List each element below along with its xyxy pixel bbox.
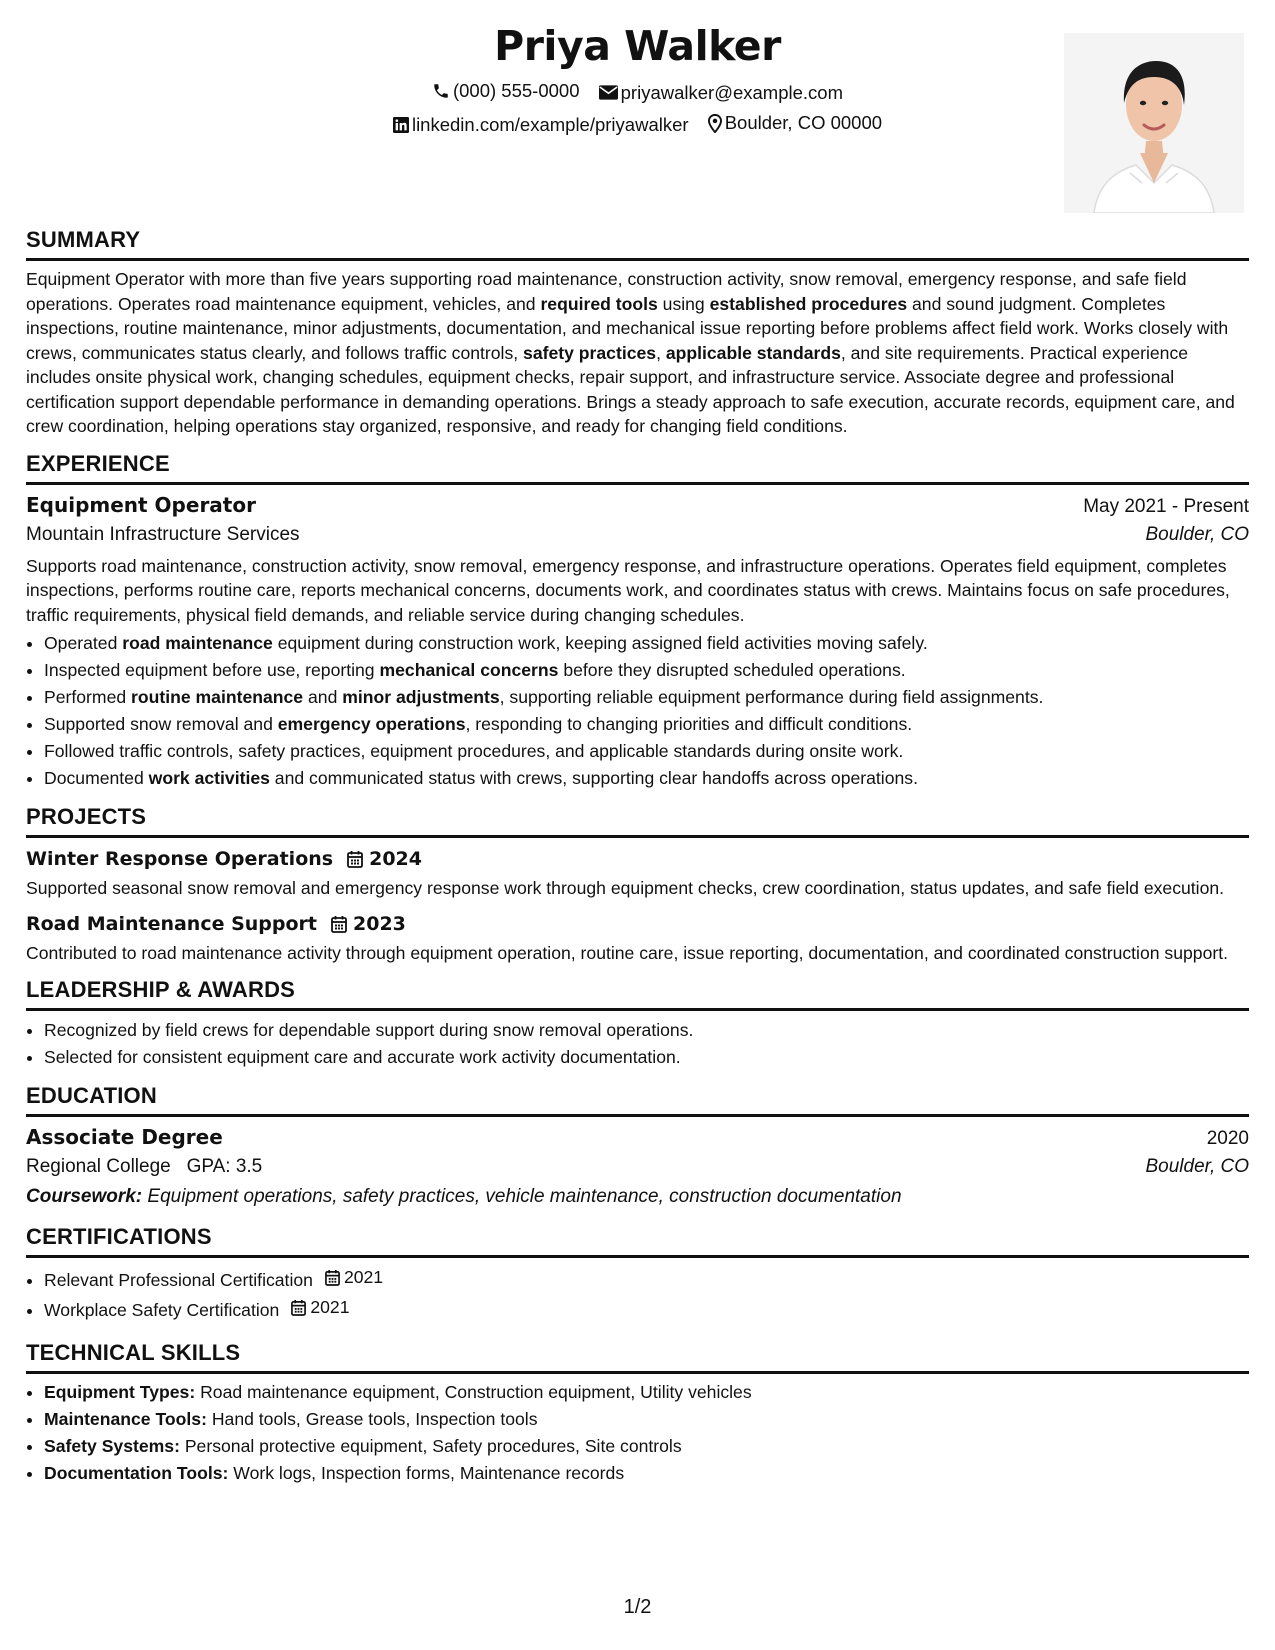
gpa: GPA: 3.5 bbox=[186, 1156, 263, 1177]
list-item bbox=[44, 738, 1249, 765]
summary-bold-part: safety practices bbox=[523, 342, 657, 363]
project-name: Road Maintenance Support bbox=[26, 912, 318, 935]
list-item bbox=[44, 1379, 1249, 1406]
job-bullets bbox=[26, 630, 1249, 792]
project-year: 2023 bbox=[353, 912, 406, 935]
summary-text-part: Equipment Operator with more than five years supporting road maintenance, construction activity, snow removal, emergency response, and safe field operations. Operates road maintenance equipment, vehicles, and bbox=[26, 269, 1187, 314]
bullet-text: , responding to changing priorities and difficult conditions. bbox=[465, 714, 913, 734]
envelope-icon bbox=[599, 85, 618, 100]
list-item bbox=[44, 657, 1249, 684]
job-dates: May 2021 - Present bbox=[1083, 495, 1249, 517]
skill-value: Work logs, Inspection forms, Maintenance records bbox=[228, 1463, 625, 1483]
bullet-text: , supporting reliable equipment performance during field assignments. bbox=[499, 687, 1044, 707]
skills-section bbox=[26, 1340, 1249, 1487]
phone-icon bbox=[432, 82, 450, 100]
summary-bold-part: applicable standards bbox=[665, 342, 841, 363]
bullet-text: and bbox=[303, 687, 343, 707]
list-item: • Selected for consistent equipment care and accurate work activity documentation. bbox=[44, 1044, 1249, 1071]
leadership-section bbox=[26, 977, 1249, 1071]
calendar-icon bbox=[347, 850, 363, 868]
skill-label: Documentation Tools: bbox=[44, 1463, 229, 1483]
certifications-title: CERTIFICATIONS bbox=[26, 1224, 1249, 1258]
leadership-list bbox=[26, 1017, 1249, 1071]
calendar-icon bbox=[325, 1269, 340, 1286]
experience-role-row bbox=[26, 493, 1249, 518]
job-location: Boulder, CO bbox=[1145, 523, 1249, 545]
certifications-section bbox=[26, 1224, 1249, 1324]
bullet-bold: work activities bbox=[148, 768, 270, 788]
certification-name: Relevant Professional Certification bbox=[44, 1270, 313, 1290]
graduation-year: 2020 bbox=[1206, 1128, 1249, 1149]
experience-title: EXPERIENCE bbox=[26, 451, 1249, 485]
summary-bold-part: required tools bbox=[540, 293, 658, 314]
certifications-list bbox=[26, 1264, 1249, 1324]
project-name: Winter Response Operations bbox=[26, 848, 334, 870]
list-item bbox=[44, 1264, 1249, 1294]
profile-portrait bbox=[1064, 33, 1244, 213]
resume-page bbox=[26, 0, 1249, 1650]
list-item: • Recognized by field crews for dependable support during snow removal operations. bbox=[44, 1017, 1249, 1044]
skills-title: TECHNICAL SKILLS bbox=[26, 1340, 1249, 1374]
skill-label: Safety Systems: bbox=[44, 1436, 180, 1456]
education-title: EDUCATION bbox=[26, 1083, 1249, 1117]
list-item bbox=[44, 1294, 1249, 1324]
bullet-text: Documented bbox=[44, 768, 149, 788]
education-degree-row bbox=[26, 1125, 1249, 1150]
list-item bbox=[44, 765, 1249, 792]
bullet-bold: routine maintenance bbox=[131, 687, 304, 707]
bullet-text: Followed traffic controls, safety practices, equipment procedures, and applicable standards during onsite work. bbox=[44, 741, 904, 761]
skill-label: Maintenance Tools: bbox=[44, 1409, 207, 1429]
certification-name: Workplace Safety Certification bbox=[44, 1300, 280, 1320]
summary-text-part: , bbox=[656, 342, 666, 363]
linkedin-text: linkedin.com/example/priyawalker bbox=[411, 113, 689, 135]
bullet-text: before they disrupted scheduled operations. bbox=[558, 660, 906, 680]
summary-section bbox=[26, 227, 1249, 439]
bullet-text: and communicated status with crews, supporting clear handoffs across operations. bbox=[269, 768, 918, 788]
coursework-text: Equipment operations, safety practices, vehicle maintenance, construction documentation bbox=[142, 1186, 902, 1207]
bullet-bold: road maintenance bbox=[122, 633, 273, 653]
leadership-title: LEADERSHIP & AWARDS bbox=[26, 977, 1249, 1011]
list-item bbox=[44, 630, 1249, 657]
list-item bbox=[44, 1433, 1249, 1460]
summary-text-part: , and site requirements. Practical experience includes onsite physical work, changing schedules, equipment checks, repair support, and infrastructure service. Associate degree and professional certification support dependable performance in demanding operations. Brings a steady approach to safe execution, accurate records, equipment care, and crew coordination, helping operations stay organized, responsive, and ready for changing field conditions. bbox=[26, 342, 1235, 436]
contact-location bbox=[708, 112, 882, 134]
list-item bbox=[44, 1460, 1249, 1487]
map-pin-icon bbox=[708, 114, 722, 133]
page-number: 1/2 bbox=[623, 1596, 652, 1618]
certification-year: 2021 bbox=[343, 1267, 384, 1287]
list-item bbox=[44, 1406, 1249, 1433]
candidate-name: Priya Walker bbox=[494, 22, 781, 70]
school-location: Boulder, CO bbox=[1145, 1156, 1249, 1177]
location-text: Boulder, CO 00000 bbox=[724, 112, 883, 133]
school-info bbox=[26, 1156, 262, 1178]
degree-name: Associate Degree bbox=[26, 1125, 223, 1149]
contact-phone bbox=[432, 80, 580, 102]
education-section bbox=[26, 1083, 1249, 1208]
summary-bold-part: established procedures bbox=[709, 293, 908, 314]
school-name: Regional College bbox=[26, 1156, 171, 1177]
bullet-text: Inspected equipment before use, reporting bbox=[44, 660, 380, 680]
bullet-text: Performed bbox=[44, 687, 132, 707]
certification-year: 2021 bbox=[310, 1297, 350, 1317]
summary-title: SUMMARY bbox=[26, 227, 1249, 261]
skills-list bbox=[26, 1379, 1249, 1487]
skill-value: Personal protective equipment, Safety procedures, Site controls bbox=[179, 1436, 682, 1456]
company-name: Mountain Infrastructure Services bbox=[26, 523, 300, 545]
project-description: Contributed to road maintenance activity through equipment operation, routine care, issue reporting, documentation, and coordinated construction support. bbox=[26, 942, 1228, 963]
bullet-bold: mechanical concerns bbox=[379, 660, 559, 680]
email-text: priyawalker@example.com bbox=[620, 81, 843, 103]
certification-date bbox=[325, 1264, 383, 1291]
certification-date bbox=[291, 1294, 349, 1321]
linkedin-icon bbox=[393, 117, 409, 133]
project-heading bbox=[26, 913, 1249, 935]
contact-email[interactable] bbox=[599, 82, 843, 104]
education-school-row bbox=[26, 1156, 1249, 1178]
calendar-icon bbox=[291, 1299, 306, 1316]
bullet-text: equipment during construction work, keeping assigned field activities moving safely. bbox=[272, 633, 928, 653]
bullet-bold: minor adjustments bbox=[342, 687, 500, 707]
job-description: Supports road maintenance, construction activity, snow removal, emergency response, and infrastructure operations. Operates field equipment, completes inspections, performs routine care, reports mechanical concerns, documents work, and coordinates status with crews. Maintains focus on safe procedures, traffic requirements, physical field demands, and reliable service during changing schedules. bbox=[26, 555, 1230, 625]
resume-header bbox=[26, 0, 1249, 215]
coursework-label: Coursework: bbox=[26, 1186, 143, 1207]
experience-section bbox=[26, 451, 1249, 793]
skill-value: Hand tools, Grease tools, Inspection tools bbox=[206, 1409, 538, 1429]
bullet-bold: emergency operations bbox=[277, 714, 466, 734]
list-item bbox=[44, 711, 1249, 738]
projects-section bbox=[26, 804, 1249, 965]
project-description: Supported seasonal snow removal and emergency response work through equipment checks, crew coordination, status updates, and safe field execution. bbox=[26, 878, 1225, 898]
list-item bbox=[44, 684, 1249, 711]
experience-company-row bbox=[26, 524, 1249, 546]
profile-photo bbox=[1064, 33, 1244, 213]
summary-text-part: and sound judgment. Completes inspections, routine maintenance, minor adjustments, documentation, and mechanical issue reporting before problems affect field work. Works closely with crews, communicates status clearly, and follows traffic controls, bbox=[26, 293, 1229, 363]
projects-title: PROJECTS bbox=[26, 804, 1249, 838]
skill-label: Equipment Types: bbox=[44, 1382, 196, 1402]
contact-linkedin[interactable] bbox=[393, 114, 689, 136]
calendar-icon bbox=[331, 915, 347, 933]
skill-value: Road maintenance equipment, Construction equipment, Utility vehicles bbox=[195, 1382, 752, 1402]
project-heading bbox=[26, 848, 1249, 870]
phone-text: (000) 555-0000 bbox=[452, 80, 580, 101]
coursework bbox=[26, 1186, 1249, 1208]
summary-text-part: using bbox=[657, 293, 710, 314]
project-year: 2024 bbox=[369, 848, 422, 870]
bullet-text: Operated bbox=[44, 633, 123, 653]
summary-text bbox=[26, 267, 1249, 439]
bullet-text: Supported snow removal and bbox=[44, 714, 278, 734]
job-title: Equipment Operator bbox=[26, 492, 256, 517]
